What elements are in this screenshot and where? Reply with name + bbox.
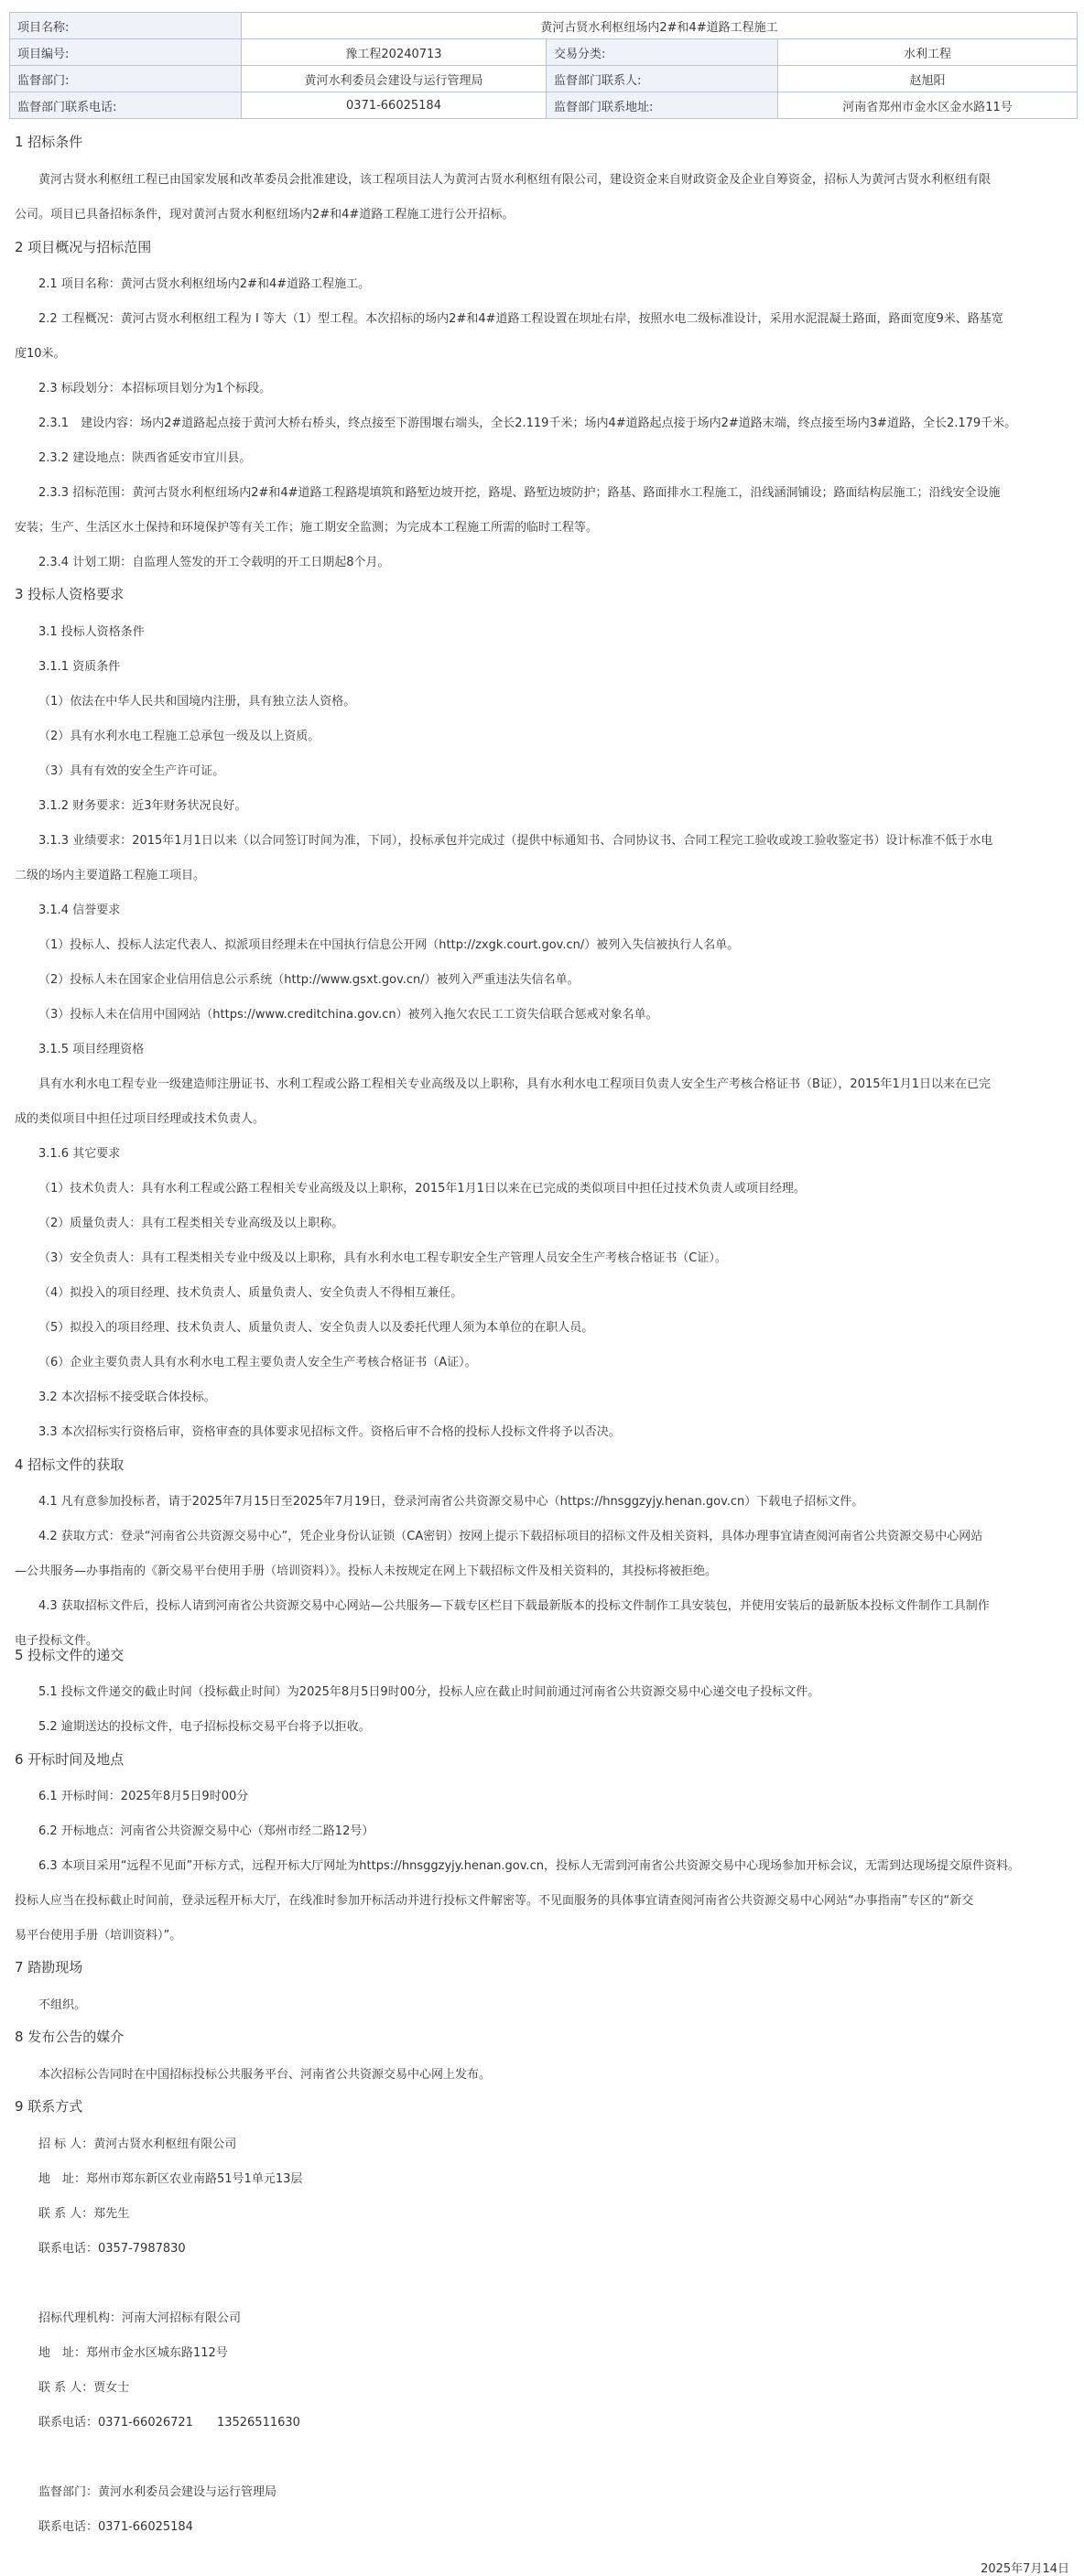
section-3-line: （1）投标人、投标人法定代表人、拟派项目经理未在中国执行信息公开网（http://zxgk.court.gov.cn/）被列入失信被执行人名单。 — [38, 938, 740, 952]
project-name-label: 项目名称: — [10, 13, 242, 39]
section-3-line: 3.3 本次招标实行资格后审，资格审查的具体要求见招标文件。资格后审不合格的投标人投标文件将予以否决。 — [38, 1425, 621, 1439]
supervisor-name: 监督部门：黄河水利委员会建设与运行管理局 — [38, 2485, 277, 2499]
info-row — [10, 92, 1078, 119]
section-1-paragraph-cont: 公司。项目已具备招标条件，现对黄河古贤水利枢纽场内2#和4#道路工程施工进行公开招标。 — [15, 208, 515, 222]
section-3-line: （2）质量负责人：具有工程类相关专业高级及以上职称。 — [38, 1217, 344, 1230]
section-6-line: 投标人应当在投标截止时间前，登录远程开标大厅，在线准时参加开标活动并进行投标文件解密等。不见面服务的具体事宜请查阅河南省公共资源交易中心网站“办事指南”专区的“新交 — [15, 1894, 974, 1908]
section-5-title: 5 投标文件的递交 — [15, 1647, 125, 1663]
section-3-line: 3.1.6 其它要求 — [38, 1147, 121, 1161]
section-7-line: 不组织。 — [38, 1998, 87, 2012]
section-3-line: （3）安全负责人：具有工程类相关专业中级及以上职称，具有水利水电工程专职安全生产管理人员安全生产考核合格证书（C证）。 — [38, 1251, 727, 1265]
trade-type-label: 交易分类: — [547, 39, 778, 66]
section-3-line: 3.1 投标人资格条件 — [38, 625, 145, 639]
info-row — [10, 13, 1078, 39]
section-3-line: 3.1.1 资质条件 — [38, 660, 121, 674]
section-3-line: （4）拟投入的项目经理、技术负责人、质量负责人、安全负责人不得相互兼任。 — [38, 1286, 463, 1300]
section-3-line: （1）依法在中华人民共和国境内注册，具有独立法人资格。 — [38, 695, 356, 709]
project-no-value: 豫工程20240713 — [242, 39, 547, 66]
section-2-line: 2.2 工程概况：黄河古贤水利枢纽工程为 I 等大（1）型工程。本次招标的场内2#和4#道路工程设置在坝址右岸，按照水电二级标准设计，采用水泥混凝土路面，路面宽度9米、路基宽 — [38, 312, 1003, 326]
section-8-title: 8 发布公告的媒介 — [15, 2029, 125, 2045]
section-3-line: 二级的场内主要道路工程施工项目。 — [15, 869, 206, 882]
supervisor-label: 监督部门: — [10, 66, 242, 92]
section-4-line: 4.2 获取方式：登录“河南省公共资源交易中心”，凭企业身份认证锁（CA密钥）按网上提示下载招标项目的招标文件及相关资料，具体办理事宜请查阅河南省公共资源交易中心网站 — [38, 1530, 983, 1543]
supervisor-address-value: 河南省郑州市金水区金水路11号 — [778, 92, 1078, 119]
supervisor-address-label: 监督部门联系地址: — [547, 92, 778, 119]
section-3-line: 3.1.5 项目经理资格 — [38, 1043, 145, 1056]
info-row — [10, 39, 1078, 66]
section-6-title: 6 开标时间及地点 — [15, 1751, 125, 1768]
supervisor-value: 黄河水利委员会建设与运行管理局 — [242, 66, 547, 92]
tenderer-name: 招 标 人：黄河古贤水利枢纽有限公司 — [38, 2138, 237, 2151]
section-6-line: 6.1 开标时间：2025年8月5日9时00分 — [38, 1790, 249, 1803]
section-3-line: （2）具有水利水电工程施工总承包一级及以上资质。 — [38, 730, 320, 743]
section-1-title: 1 招标条件 — [15, 134, 83, 150]
section-2-line: 2.3.3 招标范围：黄河古贤水利枢纽场内2#和4#道路工程路堤填筑和路堑边坡开挖，路堤、路堑边坡防护；路基、路面排水工程施工，沿线涵洞铺设；路面结构层施工；沿线安全设施 — [38, 486, 1001, 500]
section-2-line: 2.3.1 建设内容：场内2#道路起点接于黄河大桥右桥头，终点接至下游围堰右端头，全长2.119千米；场内4#道路起点接于场内2#道路末端，终点接至场内3#道路，全长2.179千米。 — [38, 417, 1017, 430]
tenderer-phone: 联系电话：0357-7987830 — [38, 2242, 186, 2256]
project-name-value: 黄河古贤水利枢纽场内2#和4#道路工程施工 — [242, 13, 1078, 39]
section-6-line: 易平台使用手册（培训资料）”。 — [15, 1929, 182, 1943]
section-5-line: 5.2 逾期送达的投标文件，电子招标投标交易平台将予以拒收。 — [38, 1720, 371, 1734]
supervisor-phone: 联系电话：0371-66025184 — [38, 2520, 193, 2534]
section-3-line: 3.1.3 业绩要求：2015年1月1日以来（以合同签订时间为准，下同），投标承包并完成过（提供中标通知书、合同协议书、合同工程完工验收或竣工验收鉴定书）设计标准不低于水电 — [38, 834, 993, 848]
agent-name: 招标代理机构：河南大河招标有限公司 — [38, 2311, 242, 2325]
section-8-line: 本次招标公告同时在中国招标投标公共服务平台、河南省公共资源交易中心网上发布。 — [38, 2068, 492, 2082]
section-3-line: （2）投标人未在国家企业信用信息公示系统（http://www.gsxt.gov.cn/）被列入严重违法失信名单。 — [38, 973, 580, 987]
section-3-line: （6）企业主要负责人具有水利水电工程主要负责人安全生产考核合格证书（A证）。 — [38, 1356, 477, 1369]
section-2-line: 2.3.4 计划工期：自监理人签发的开工令载明的开工日期起8个月。 — [38, 556, 390, 569]
supervisor-phone-value: 0371-66025184 — [242, 92, 547, 119]
agent-contact: 联 系 人：贾女士 — [38, 2381, 130, 2395]
section-3-line: （5）拟投入的项目经理、技术负责人、质量负责人、安全负责人以及委托代理人须为本单位的在职人员。 — [38, 1321, 594, 1335]
tenderer-address: 地 址：郑州市郑东新区农业南路51号1单元13层 — [38, 2172, 303, 2186]
section-2-line: 度10米。 — [15, 347, 66, 361]
section-2-line: 2.1 项目名称：黄河古贤水利枢纽场内2#和4#道路工程施工。 — [38, 277, 371, 291]
section-3-line: 3.2 本次招标不接受联合体投标。 — [38, 1391, 216, 1404]
section-4-line: 4.1 凡有意参加投标者，请于2025年7月15日至2025年7月19日，登录河南省公共资源交易中心（https://hnsggzyjy.henan.gov.cn）下载电子招标文件。 — [38, 1495, 864, 1509]
section-5-line: 5.1 投标文件递交的截止时间（投标截止时间）为2025年8月5日9时00分，投标人应在截止时间前通过河南省公共资源交易中心递交电子投标文件。 — [38, 1685, 820, 1699]
section-3-line: 成的类似项目中担任过项目经理或技术负责人。 — [15, 1112, 266, 1126]
section-4-line: 4.3 获取招标文件后，投标人请到河南省公共资源交易中心网站—公共服务—下载专区栏目下载最新版本的投标文件制作工具安装包，并使用安装后的最新版本投标文件制作工具制作 — [38, 1599, 990, 1613]
tenderer-contact: 联 系 人：郑先生 — [38, 2207, 130, 2221]
section-2-line: 2.3 标段划分：本招标项目划分为1个标段。 — [38, 382, 272, 395]
section-3-line: 具有水利水电工程专业一级建造师注册证书、水利工程或公路工程相关专业高级及以上职称，具有水利水电工程项目负责人安全生产考核合格证书（B证），2015年1月1日以来在已完 — [38, 1077, 992, 1091]
section-3-line: 3.1.2 财务要求：近3年财务状况良好。 — [38, 799, 247, 813]
agent-phone: 联系电话：0371-66026721 13526511630 — [38, 2416, 300, 2430]
section-6-line: 6.3 本项目采用“远程不见面”开标方式，远程开标大厅网址为https://hnsggzyjy.henan.gov.cn，投标人无需到河南省公共资源交易中心现场参加开标会议，无需到达现场提交原件资料。 — [38, 1859, 1020, 1873]
section-2-line: 2.3.2 建设地点：陕西省延安市宜川县。 — [38, 451, 252, 465]
agent-address: 地 址：郑州市金水区城东路112号 — [38, 2346, 228, 2360]
section-3-line: 3.1.4 信誉要求 — [38, 904, 121, 917]
project-info-table — [9, 12, 1078, 119]
section-3-line: （3）投标人未在信用中国网站（https://www.creditchina.gov.cn）被列入拖欠农民工工资失信联合惩戒对象名单。 — [38, 1008, 658, 1022]
section-9-title: 9 联系方式 — [15, 2098, 83, 2115]
project-no-label: 项目编号: — [10, 39, 242, 66]
info-row — [10, 66, 1078, 92]
section-3-title: 3 投标人资格要求 — [15, 586, 125, 602]
supervisor-contact-label: 监督部门联系人: — [547, 66, 778, 92]
section-3-line: （3）具有有效的安全生产许可证。 — [38, 764, 225, 778]
section-6-line: 6.2 开标地点：河南省公共资源交易中心（郑州市经二路12号） — [38, 1824, 374, 1838]
section-7-title: 7 踏勘现场 — [15, 1959, 83, 1975]
section-4-line: 电子投标文件。 — [15, 1634, 99, 1648]
trade-type-value: 水利工程 — [778, 39, 1078, 66]
section-4-line: —公共服务—办事指南的《新交易平台使用手册（培训资料）》。投标人未按规定在网上下载招标文件及相关资料的，其投标将被拒绝。 — [15, 1564, 718, 1578]
section-3-line: （1）技术负责人：具有水利工程或公路工程相关专业高级及以上职称，2015年1月1日以来在已完成的类似项目中担任过技术负责人或项目经理。 — [38, 1182, 806, 1196]
section-2-title: 2 项目概况与招标范围 — [15, 239, 152, 255]
section-2-line: 安装；生产、生活区水土保持和环境保护等有关工作；施工期安全监测；为完成本工程施工所需的临时工程等。 — [15, 521, 599, 535]
publish-date: 2025年7月14日 — [981, 2562, 1069, 2576]
section-4-title: 4 招标文件的获取 — [15, 1456, 125, 1473]
supervisor-phone-label: 监督部门联系电话: — [10, 92, 242, 119]
section-1-paragraph: 黄河古贤水利枢纽工程已由国家发展和改革委员会批准建设，该工程项目法人为黄河古贤水利枢纽有限公司，建设资金来自财政资金及企业自筹资金，招标人为黄河古贤水利枢纽有限 — [38, 173, 992, 187]
supervisor-contact-value: 赵旭阳 — [778, 66, 1078, 92]
